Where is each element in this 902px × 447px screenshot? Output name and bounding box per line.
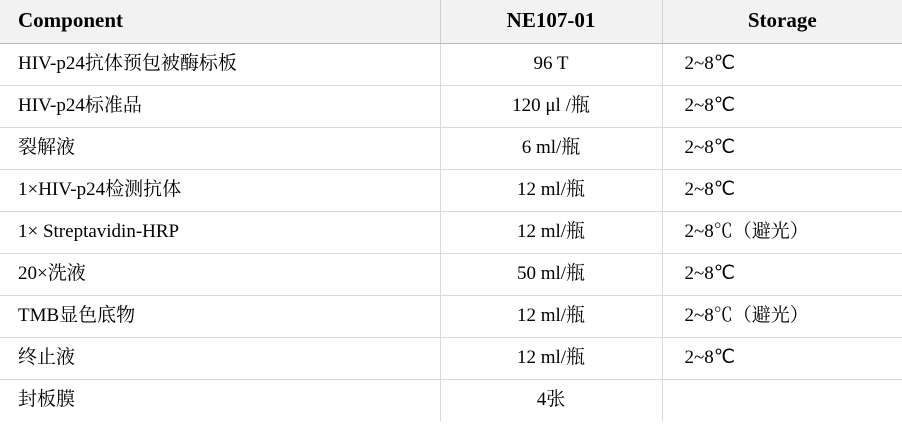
storage-text: 2~8℃: [684, 263, 736, 285]
cell-component: [0, 296, 440, 338]
cell-storage: [662, 44, 902, 86]
column-header-catalog-number: NE107-01: [440, 0, 662, 44]
component-text: HIV-p24标准品: [18, 95, 142, 117]
storage-text: 2~8℃: [684, 53, 736, 75]
storage-text: 2~8℃（避光）: [684, 221, 809, 243]
spec-text: 12 ml/瓶: [516, 179, 586, 201]
cell-component: [0, 86, 440, 128]
table-row: [0, 86, 902, 128]
cell-spec: [440, 296, 662, 338]
table-row: [0, 44, 902, 86]
table-row: [0, 170, 902, 212]
cell-component: [0, 170, 440, 212]
spec-text: 12 ml/瓶: [516, 347, 586, 369]
cell-component: [0, 380, 440, 422]
cell-spec: [440, 338, 662, 380]
cell-spec: [440, 86, 662, 128]
table-row: [0, 128, 902, 170]
cell-spec: [440, 128, 662, 170]
component-text: TMB显色底物: [18, 305, 136, 327]
component-text: 20×洗液: [18, 263, 86, 285]
spec-text: 96 T: [533, 53, 569, 75]
component-text: 1× Streptavidin-HRP: [18, 221, 180, 243]
cell-spec: [440, 254, 662, 296]
storage-text: 2~8℃: [684, 137, 736, 159]
spec-text: 6 ml/瓶: [521, 137, 581, 159]
cell-storage: [662, 296, 902, 338]
component-text: 1×HIV-p24检测抗体: [18, 179, 182, 201]
cell-spec: [440, 44, 662, 86]
table-row: [0, 254, 902, 296]
storage-text: 2~8℃（避光）: [684, 305, 809, 327]
table-row: [0, 212, 902, 254]
cell-storage: [662, 170, 902, 212]
table-header: [0, 0, 902, 44]
component-text: 封板膜: [18, 389, 76, 411]
cell-component: [0, 44, 440, 86]
cell-storage: [662, 338, 902, 380]
component-text: 终止液: [18, 347, 76, 369]
cell-spec: [440, 212, 662, 254]
spec-text: 4张: [536, 389, 566, 411]
column-header-storage: Storage: [662, 0, 902, 44]
cell-component: [0, 338, 440, 380]
table-row: [0, 380, 902, 422]
spec-text: 50 ml/瓶: [516, 263, 586, 285]
table-row: [0, 296, 902, 338]
storage-text: 2~8℃: [684, 179, 736, 201]
column-header-component: Component: [0, 0, 440, 44]
table-body: [0, 44, 902, 422]
cell-storage: [662, 128, 902, 170]
table-row: [0, 338, 902, 380]
table-header-row: [0, 0, 902, 44]
component-text: HIV-p24抗体预包被酶标板: [18, 53, 237, 75]
storage-text: 2~8℃: [684, 95, 736, 117]
cell-component: [0, 254, 440, 296]
spec-text: 12 ml/瓶: [516, 221, 586, 243]
component-text: 裂解液: [18, 137, 76, 159]
spec-text: 120 μl /瓶: [512, 95, 590, 117]
cell-storage: [662, 86, 902, 128]
cell-component: [0, 128, 440, 170]
cell-storage: [662, 254, 902, 296]
storage-text: 2~8℃: [684, 347, 736, 369]
cell-storage: [662, 380, 902, 422]
spec-text: 12 ml/瓶: [516, 305, 586, 327]
cell-storage: [662, 212, 902, 254]
cell-spec: [440, 170, 662, 212]
cell-spec: [440, 380, 662, 422]
cell-component: [0, 212, 440, 254]
